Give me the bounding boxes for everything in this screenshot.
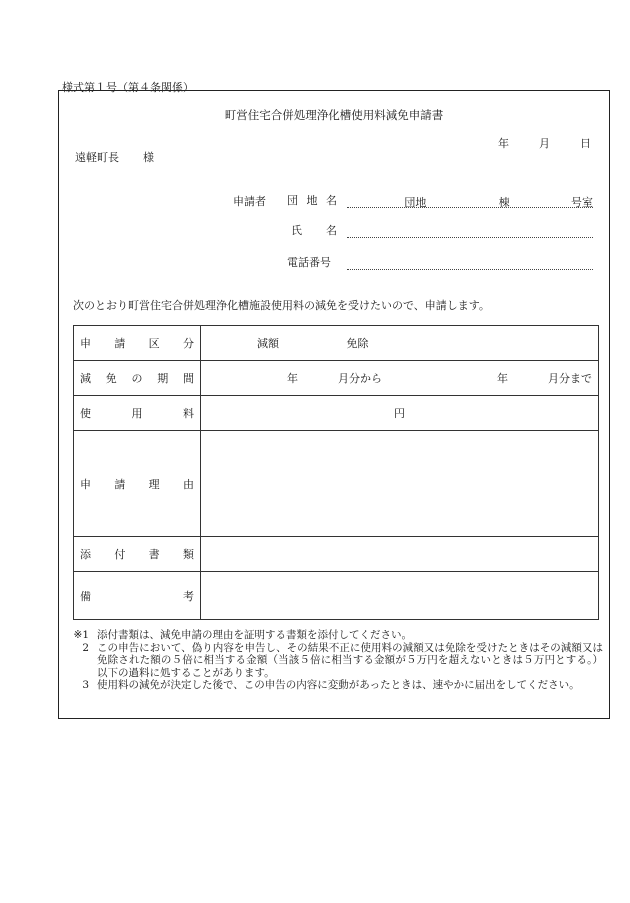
attachments-cell[interactable] <box>201 537 599 572</box>
fee-header: 使 用 料 <box>74 396 201 431</box>
addressee-honorific: 様 <box>143 151 154 164</box>
application-table <box>73 325 599 620</box>
address-unit-building: 棟 <box>498 196 510 209</box>
name-label: 氏 名 <box>291 224 337 237</box>
note-item: ※1 添付書類は、減免申請の理由を証明する書類を添付してください。 <box>73 629 412 641</box>
period-start-month: 月分から <box>338 372 382 385</box>
remarks-cell[interactable] <box>201 572 599 620</box>
option-reduction[interactable]: 減額 <box>257 337 279 350</box>
fee-unit: 円 <box>394 407 405 420</box>
document-title: 町営住宅合併処理浄化槽使用料減免申請書 <box>224 108 444 122</box>
application-statement: 次のとおり町営住宅合併処理浄化槽施設使用料の減免を受けたいので、申請します。 <box>73 299 490 312</box>
address-label: 団 地 名 <box>287 194 337 207</box>
period-end-month: 月分まで <box>548 372 592 385</box>
name-row <box>287 222 593 238</box>
option-exemption[interactable]: 免除 <box>346 337 369 350</box>
table-row-period <box>74 361 599 396</box>
remarks-header: 備 考 <box>74 572 201 620</box>
table-row-reason <box>74 431 599 537</box>
note-item: 3 使用料の減免が決定した後で、この申告の内容に変動があったときは、速やかに届出をしてください。 <box>82 679 580 691</box>
period-cell[interactable] <box>201 361 599 396</box>
category-header: 申 請 区 分 <box>74 326 201 361</box>
application-form-frame <box>58 90 610 719</box>
form-number-label: 様式第１号（第４条関係） <box>62 81 194 94</box>
address-field[interactable] <box>347 194 593 208</box>
reason-header: 申 請 理 由 <box>74 431 201 537</box>
table-row-fee <box>74 396 599 431</box>
category-cell[interactable] <box>201 326 599 361</box>
phone-row <box>287 254 593 270</box>
phone-label: 電話番号 <box>287 256 331 269</box>
table-row-attachments <box>74 537 599 572</box>
reason-cell[interactable] <box>201 431 599 537</box>
date-year-label: 年 <box>498 137 509 150</box>
period-start-year: 年 <box>287 372 298 385</box>
address-unit-danchi: 団地 <box>404 196 427 209</box>
period-end-year: 年 <box>497 372 508 385</box>
note-item: 2 この申告において、偽り内容を申告し、その結果不正に使用料の減額又は免除を受けたときはその減額又は免除された額の５倍に相当する金額（当該５倍に相当する金額が５万円を超えないときは５万円とする。）以下の過料に処することがあります。 <box>82 641 603 679</box>
phone-field[interactable] <box>347 256 593 270</box>
date-day-label: 日 <box>580 137 591 150</box>
addressee-name: 遠軽町長 <box>75 151 119 164</box>
address-unit-room: 号室 <box>570 196 593 209</box>
table-row-category <box>74 326 599 361</box>
date-month-label: 月 <box>539 137 550 150</box>
addressee <box>75 149 154 165</box>
table-row-remarks <box>74 572 599 620</box>
period-header: 減 免 の 期 間 <box>74 361 201 396</box>
applicant-label: 申請者 <box>233 195 266 208</box>
address-row <box>287 192 593 208</box>
name-field[interactable] <box>347 224 593 238</box>
fee-cell[interactable] <box>201 396 599 431</box>
notes-section <box>63 629 603 692</box>
attachments-header: 添 付 書 類 <box>74 537 201 572</box>
date-line <box>498 135 591 151</box>
